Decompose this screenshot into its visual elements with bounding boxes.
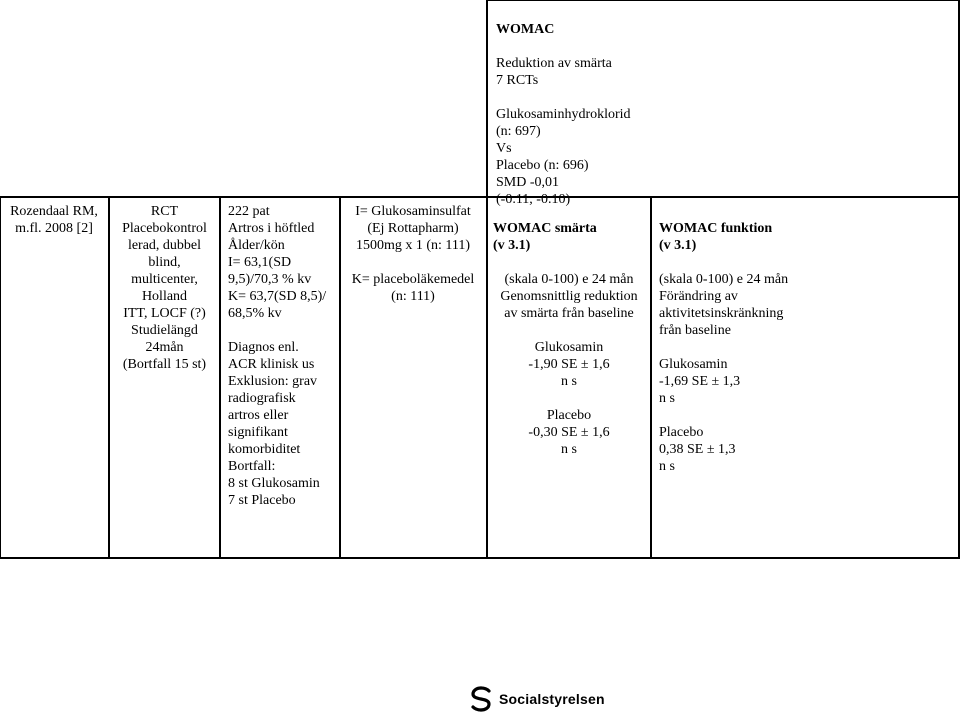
function-outcome-body: (skala 0-100) e 24 mån Förändring av aktivitetsinskränkning från baseline Glukosamin -1,69 SE ± 1,3 n s Placebo 0,38 SE ± 1,3 n s	[659, 272, 789, 474]
table-rule-v-4	[486, 0, 488, 559]
function-outcome-cell	[659, 203, 955, 492]
study-reference-cell: Rozendaal RM, m.fl. 2008 [2]	[10, 204, 98, 236]
pain-outcome-body: (skala 0-100) e 24 mån Genomsnittlig reduktion av smärta från baseline Glukosamin -1,90 SE ± 1,6 n s Placebo -0,30 SE ± 1,6 n s	[500, 272, 638, 457]
womac-summary-cell	[496, 4, 946, 225]
table-rule-v-2	[219, 196, 221, 559]
socialstyrelsen-logo-text: Socialstyrelsen	[499, 691, 605, 707]
table-rule-v-1	[108, 196, 110, 559]
womac-summary-title: WOMAC	[496, 22, 555, 37]
study-population-cell: 222 pat Artros i höftled Ålder/kön I= 63,1(SD 9,5)/70,3 % kv K= 63,7(SD 8,5)/ 68,5% kv Diagnos enl. ACR klinisk us Exklusion: grav radiografisk artros eller signifikant komorbiditet Bortfall: 8 st Glukosamin 7 st Placebo	[228, 204, 327, 508]
pain-outcome-title: WOMAC smärta (v 3.1)	[493, 221, 597, 253]
socialstyrelsen-logo	[469, 684, 605, 714]
pain-outcome-cell	[489, 203, 649, 475]
table-rule-h-bottom	[0, 557, 960, 559]
table-rule-v-left	[0, 196, 1, 559]
womac-summary-body: Reduktion av smärta 7 RCTs Glukosaminhydroklorid (n: 697) Vs Placebo (n: 696) SMD -0,01 (-0.11, -0.10)	[496, 56, 631, 207]
table-rule-h-top	[486, 0, 960, 1]
study-intervention-cell: I= Glukosaminsulfat (Ej Rottapharm) 1500mg x 1 (n: 111) K= placeboläkemedel (n: 111)	[351, 204, 475, 304]
table-rule-v-5	[650, 196, 652, 559]
socialstyrelsen-logo-icon	[469, 686, 493, 712]
study-design-cell: RCT Placebokontrol lerad, dubbel blind, multicenter, Holland ITT, LOCF (?) Studielängd 24mån (Bortfall 15 st)	[122, 204, 207, 372]
function-outcome-title: WOMAC funktion (v 3.1)	[659, 221, 773, 253]
